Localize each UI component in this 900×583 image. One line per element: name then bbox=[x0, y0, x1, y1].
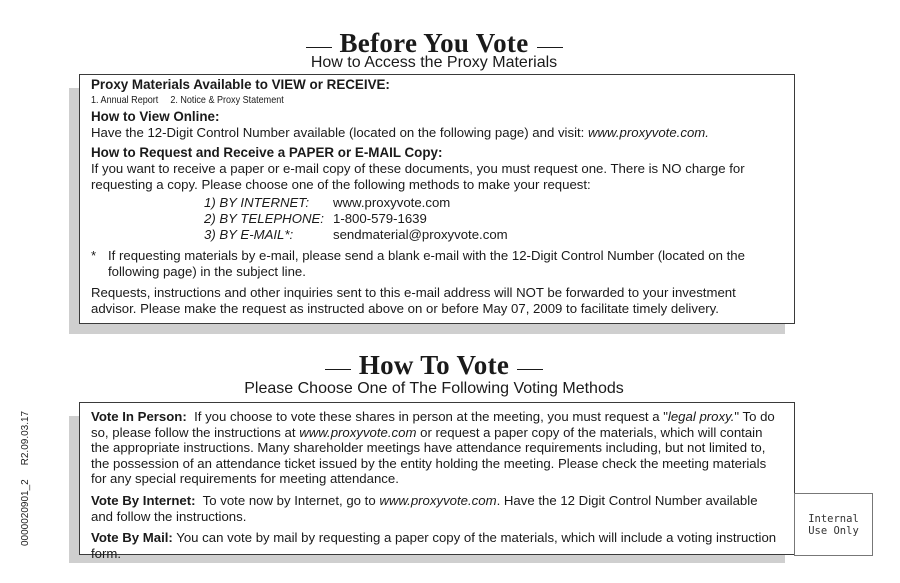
vote-in-person-text: " To do so, please follow the instructions at bbox=[91, 409, 775, 440]
method-row bbox=[204, 195, 782, 211]
vote-by-internet bbox=[91, 493, 782, 524]
method-label: 3) BY E-MAIL*: bbox=[204, 226, 294, 242]
vote-in-person-url[interactable]: www.proxyvote.com bbox=[299, 424, 417, 440]
method-label: 1) BY INTERNET: bbox=[204, 195, 310, 211]
view-online-body: Have the 12-Digit Control Number available (located on the following page) and visit: bbox=[91, 125, 588, 140]
how-to-vote-title: How To Vote bbox=[358, 350, 510, 380]
view-online-text bbox=[91, 125, 782, 141]
materials-list bbox=[91, 93, 685, 107]
footnote-text: If requesting materials by e-mail, please send a blank e-mail with the 12-Digit Control Number (located on the following page) in the subject line. bbox=[108, 247, 745, 279]
heading-rule-left bbox=[306, 47, 332, 48]
forwarding-note: Requests, instructions and other inquiries sent to this e-mail address will NOT be forwarded to your investment advisor. Please make the request as instructed above on or before May 07, 2009 to facilitate timely delivery. bbox=[91, 285, 736, 317]
materials-heading: Proxy Materials Available to VIEW or RECEIVE: bbox=[91, 77, 390, 92]
method-label: 2) BY TELEPHONE: bbox=[204, 211, 324, 227]
method-value[interactable]: www.proxyvote.com bbox=[333, 195, 451, 211]
method-value[interactable]: sendmaterial@proxyvote.com bbox=[333, 226, 508, 242]
view-online-heading: How to View Online: bbox=[91, 109, 220, 124]
before-you-vote-subtitle: How to Access the Proxy Materials bbox=[310, 54, 558, 71]
request-methods bbox=[204, 195, 782, 242]
method-value[interactable]: 1-800-579-1639 bbox=[333, 211, 427, 227]
vote-by-internet-label: Vote By Internet: bbox=[91, 492, 196, 508]
vote-in-person-label: Vote In Person: bbox=[91, 409, 187, 424]
heading-rule-left bbox=[325, 369, 351, 370]
request-text: If you want to receive a paper or e-mail copy of these documents, you must request one. There is NO charge for requesting a copy. Please choose one of the following methods to make your request: bbox=[91, 160, 745, 192]
vote-by-mail-text: You can vote by mail by requesting a paper copy of the materials, which will include a voting instruction form. bbox=[91, 530, 777, 561]
voting-methods-box bbox=[79, 402, 795, 561]
footnote-mark: * bbox=[91, 247, 97, 263]
method-row bbox=[204, 211, 782, 227]
method-row bbox=[204, 227, 782, 243]
vote-by-mail-label: Vote By Mail: bbox=[91, 530, 173, 546]
materials-item: 1. Annual Report bbox=[91, 94, 159, 106]
vote-in-person-text: or request a paper copy of the materials, which will contain the appropriate instructions. Many shareholder meetings have attendance requirements including, but not limited to, the possession of an attendance ticket issued by the entity holding the meeting. Please check the meeting materials for any special requirements for meeting attendance. bbox=[91, 424, 767, 487]
vote-in-person-text: If you choose to vote these shares in person at the meeting, you must request a " bbox=[194, 409, 668, 424]
internal-use-label: Internal Use Only bbox=[808, 512, 859, 537]
view-online-url[interactable]: www.proxyvote.com. bbox=[588, 125, 709, 140]
vote-by-internet-text: . Have the 12 Digit Control Number available and follow the instructions. bbox=[91, 492, 758, 524]
vote-by-mail bbox=[91, 530, 782, 561]
vote-by-internet-url[interactable]: www.proxyvote.com bbox=[379, 492, 497, 508]
legal-proxy-term: legal proxy. bbox=[667, 409, 735, 424]
request-heading: How to Request and Receive a PAPER or E-MAIL Copy: bbox=[91, 144, 443, 160]
materials-item: 2. Notice & Proxy Statement bbox=[170, 94, 284, 106]
document-code: 0000020901_2 R2.09.03.17 bbox=[20, 410, 31, 546]
vote-by-internet-text: To vote now by Internet, go to bbox=[202, 492, 380, 508]
email-footnote bbox=[91, 248, 782, 280]
internal-use-only-box bbox=[794, 493, 873, 556]
how-to-vote-subtitle: Please Choose One of The Following Voting Methods bbox=[244, 380, 624, 397]
how-to-vote-heading bbox=[0, 350, 868, 381]
vote-in-person bbox=[91, 409, 782, 487]
heading-rule-right bbox=[517, 369, 543, 370]
heading-rule-right bbox=[537, 47, 563, 48]
proxy-materials-box bbox=[79, 74, 795, 324]
before-you-vote-title: Before You Vote bbox=[339, 28, 529, 58]
